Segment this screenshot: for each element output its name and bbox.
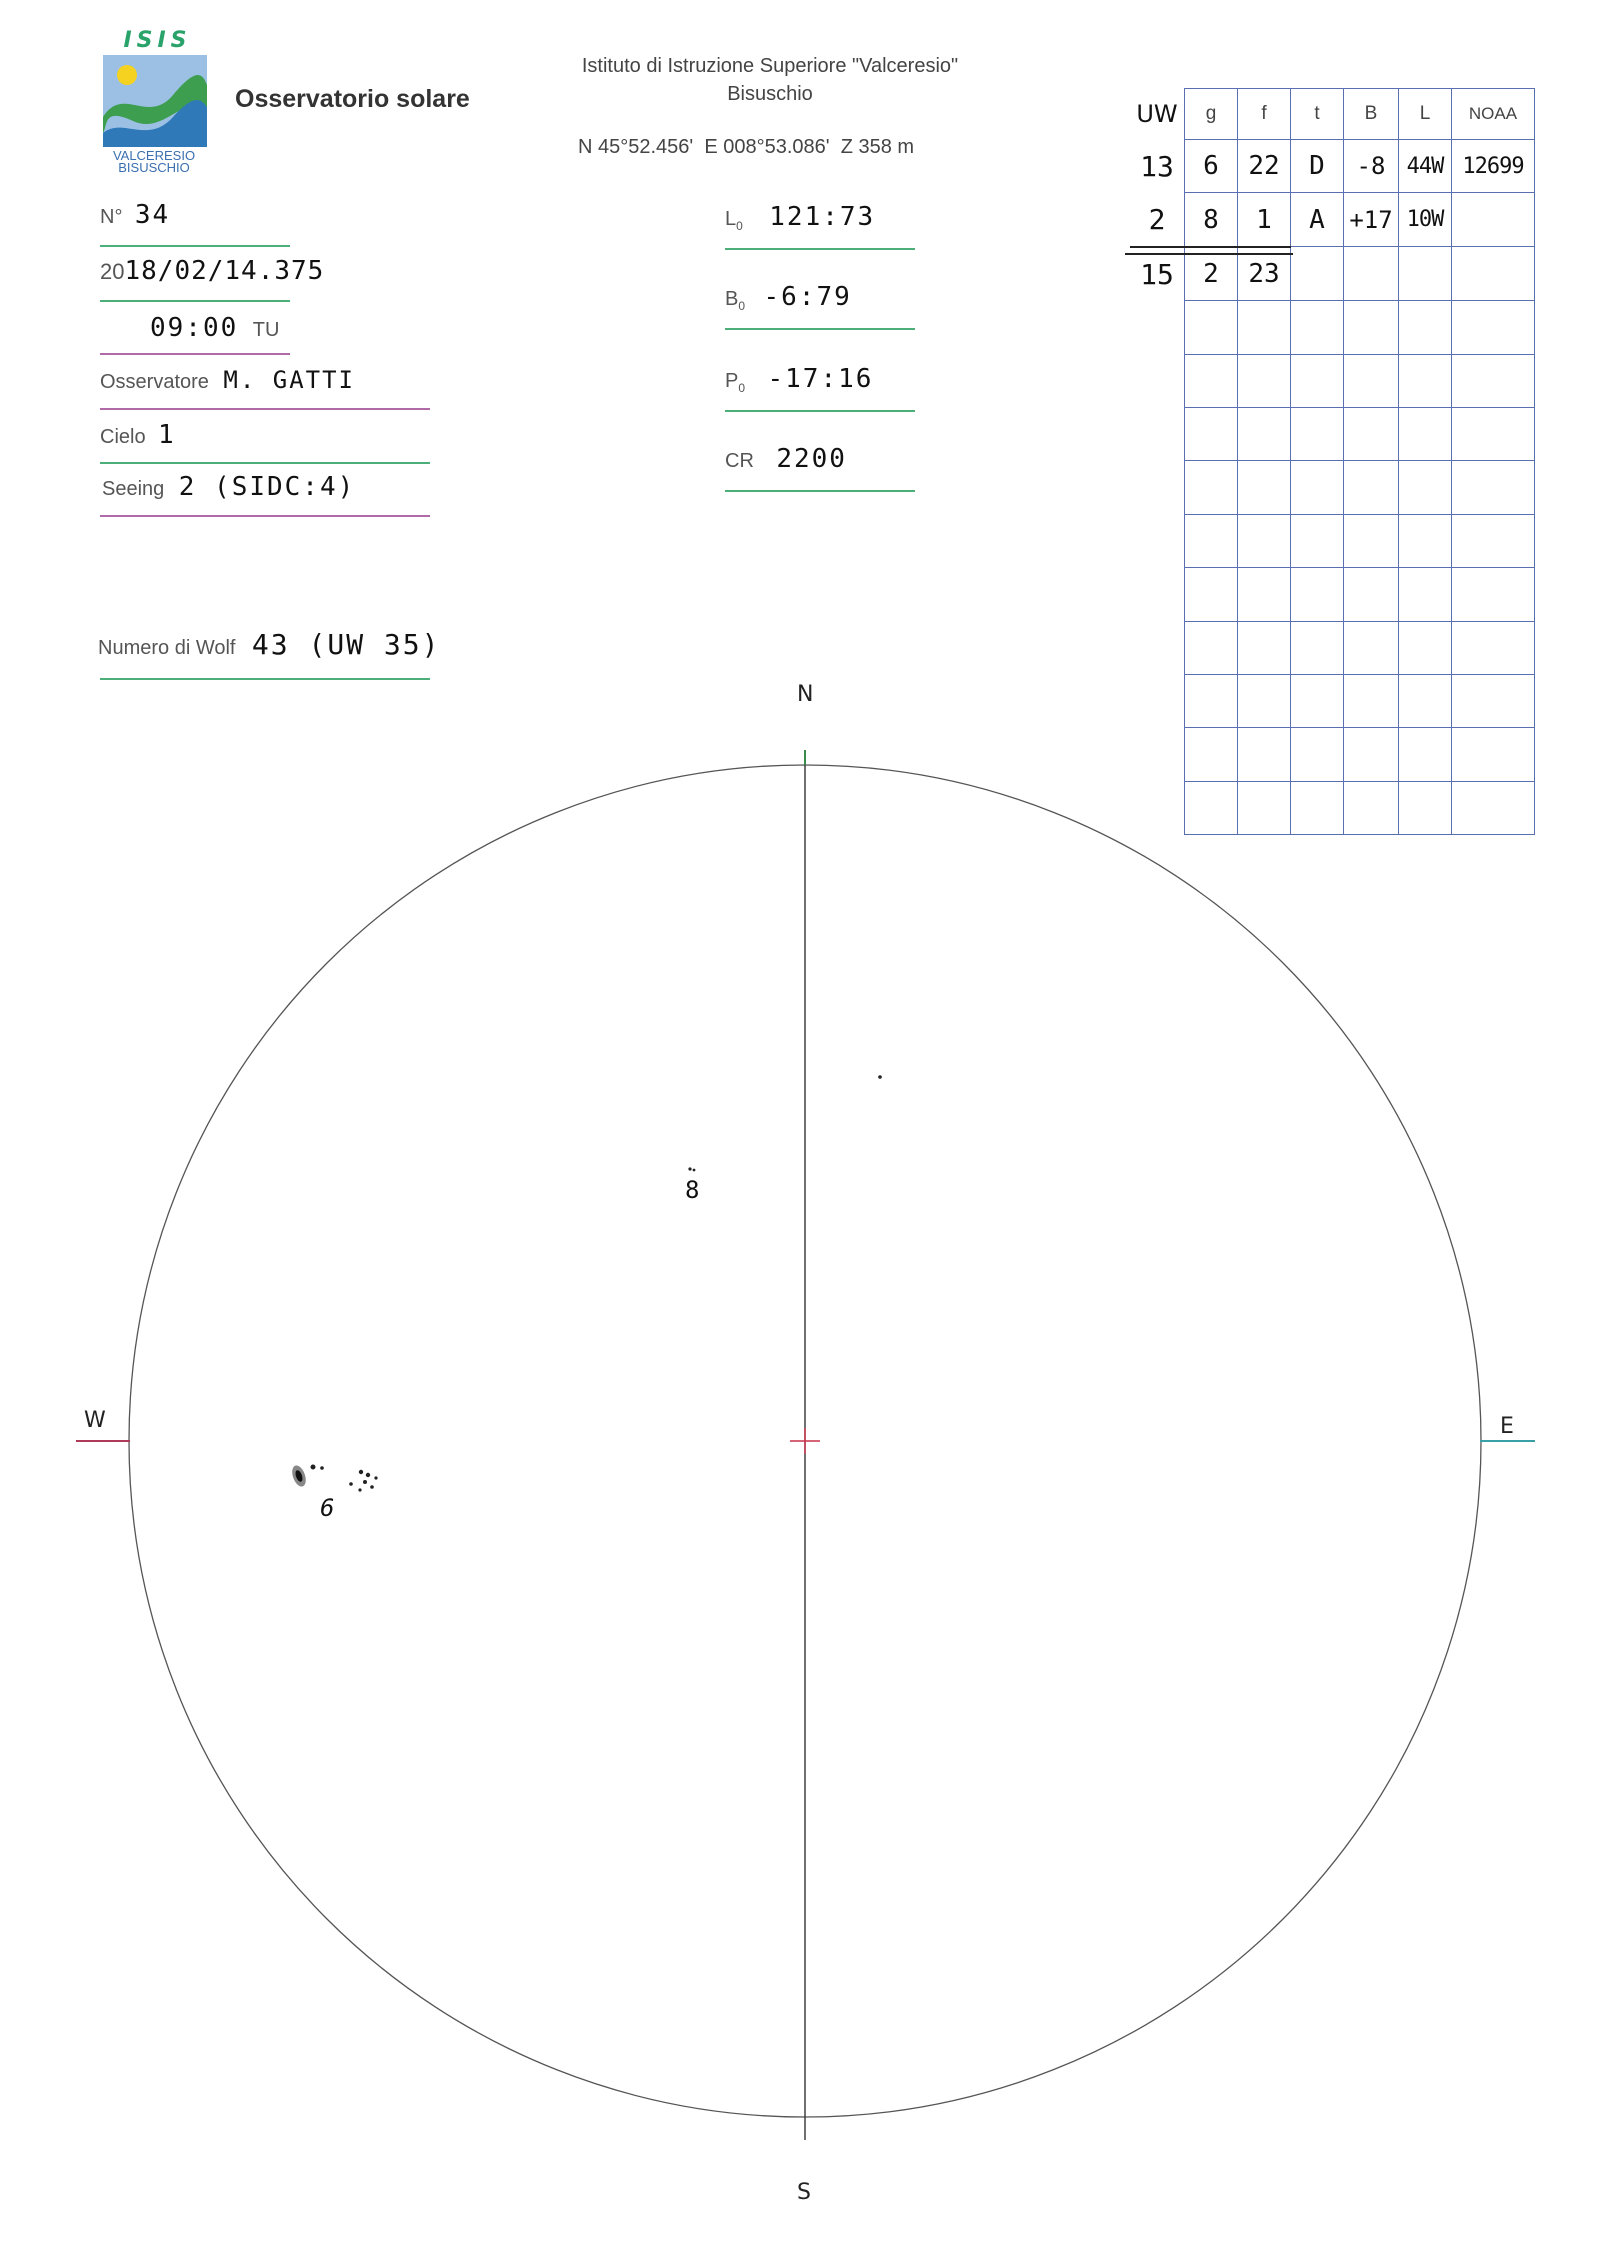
logo-caption-2: BISUSCHIO bbox=[118, 160, 190, 175]
sky-value: 1 bbox=[158, 420, 176, 450]
sunspot bbox=[370, 1485, 374, 1489]
header-noaa: NOAA bbox=[1452, 89, 1535, 140]
group-label: 6 bbox=[320, 1494, 335, 1522]
observer-label: Osservatore bbox=[100, 371, 209, 393]
institute-name: Istituto di Istruzione Superiore "Valceresio" bbox=[581, 55, 959, 77]
l0-label: $L_0$ bbox=[725, 208, 743, 233]
seeing-label: Seeing bbox=[102, 478, 165, 500]
site-coordinates: N 45°52.456' E 008°53.086' Z 358 m bbox=[578, 136, 915, 158]
cell-g: 2 bbox=[1185, 247, 1238, 301]
p0-label: $P_0$ bbox=[725, 370, 746, 395]
time-value: 09:00 bbox=[150, 313, 239, 343]
header-b: B bbox=[1344, 89, 1399, 140]
time-unit: TU bbox=[252, 319, 280, 341]
cell-noaa: 12699 bbox=[1452, 140, 1535, 193]
north-label: N bbox=[797, 682, 814, 707]
cell-uw: 2 bbox=[1130, 193, 1185, 247]
cell-t: A bbox=[1291, 193, 1344, 247]
header-l: L bbox=[1399, 89, 1452, 140]
logo-top-text: ISIS bbox=[123, 28, 192, 53]
south-label: S bbox=[797, 2180, 811, 2205]
west-label: W bbox=[84, 1408, 106, 1433]
cell-f: 1 bbox=[1238, 193, 1291, 247]
sunspot bbox=[374, 1476, 377, 1479]
sunspot bbox=[688, 1167, 691, 1170]
p0-value: -17:16 bbox=[767, 364, 874, 394]
cell-uw: 13 bbox=[1140, 149, 1174, 183]
cr-label: CR bbox=[725, 450, 754, 472]
number-value: 34 bbox=[134, 200, 171, 230]
cell-g: 8 bbox=[1185, 193, 1238, 247]
header-f: f bbox=[1238, 89, 1291, 140]
cell-t: D bbox=[1291, 140, 1344, 193]
b0-label: $B_0$ bbox=[725, 288, 746, 313]
sunspot bbox=[311, 1465, 316, 1470]
cell-f: 22 bbox=[1238, 140, 1291, 193]
cell-l: 44W bbox=[1399, 140, 1452, 193]
cr-value: 2200 bbox=[776, 444, 847, 474]
sunspot bbox=[363, 1480, 367, 1484]
cell-b: +17 bbox=[1344, 193, 1399, 247]
sunspot bbox=[320, 1466, 324, 1470]
sunspot bbox=[693, 1169, 696, 1172]
sunspot bbox=[878, 1075, 882, 1079]
cell-uw: 15 bbox=[1140, 257, 1174, 291]
logo-caption-1: VALCERESIO bbox=[112, 148, 196, 163]
sunspot bbox=[359, 1470, 363, 1474]
sky-label: Cielo bbox=[100, 426, 146, 448]
date-prefix: 20 bbox=[100, 259, 125, 284]
header-t: t bbox=[1291, 89, 1344, 140]
seeing-value: 2 (SIDC:4) bbox=[178, 472, 356, 502]
group-label: 8 bbox=[685, 1176, 700, 1204]
cell-g: 6 bbox=[1185, 140, 1238, 193]
sunspot bbox=[366, 1473, 370, 1477]
wolf-value: 43 (UW 35) bbox=[251, 628, 441, 661]
header-uw: UW bbox=[1136, 100, 1178, 128]
sunspot bbox=[358, 1488, 361, 1491]
institute-place: Bisuschio bbox=[727, 83, 813, 105]
east-label: E bbox=[1500, 1414, 1514, 1439]
cell-f: 23 bbox=[1238, 247, 1291, 301]
observer-value: M. GATTI bbox=[223, 366, 355, 394]
l0-value: 121:73 bbox=[769, 202, 876, 232]
cell-b: -8 bbox=[1344, 140, 1399, 193]
date-value: 18/02/14.375 bbox=[124, 256, 325, 286]
cell-l: 10W bbox=[1399, 193, 1452, 247]
sunspot bbox=[349, 1482, 353, 1486]
number-label: N° bbox=[100, 206, 123, 228]
header-g: g bbox=[1185, 89, 1238, 140]
wolf-label: Numero di Wolf bbox=[98, 637, 236, 659]
observatory-title: Osservatorio solare bbox=[235, 85, 470, 113]
b0-value: -6:79 bbox=[763, 282, 852, 312]
